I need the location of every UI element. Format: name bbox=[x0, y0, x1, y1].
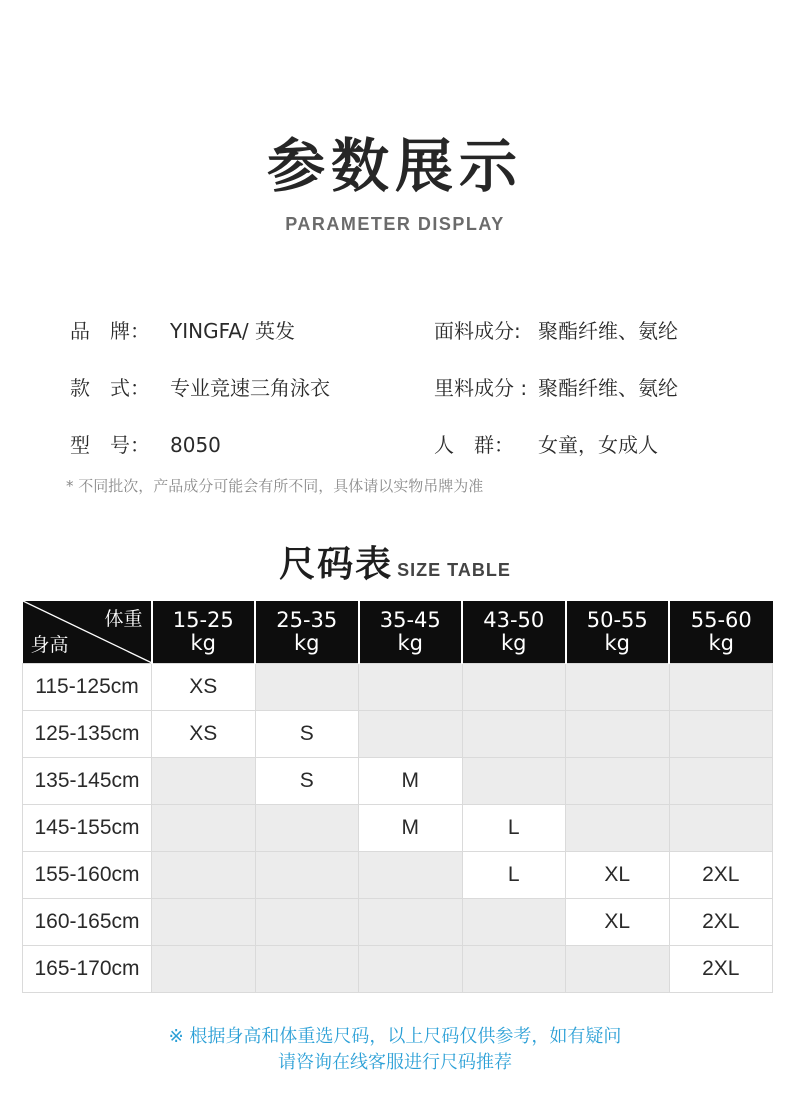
height-cell: 155-160cm bbox=[23, 851, 152, 898]
empty-size-cell bbox=[255, 663, 359, 710]
footer-note-line2: 请咨询在线客服进行尺码推荐 bbox=[278, 1052, 512, 1073]
height-cell: 165-170cm bbox=[23, 945, 152, 992]
empty-size-cell bbox=[566, 757, 670, 804]
empty-size-cell bbox=[566, 945, 670, 992]
empty-size-cell bbox=[152, 757, 256, 804]
weight-range: 43-50 bbox=[483, 607, 545, 632]
size-heading-en: SIZE TABLE bbox=[397, 560, 511, 580]
weight-unit: kg bbox=[501, 630, 527, 655]
size-heading-cn: 尺码表 bbox=[279, 544, 394, 585]
empty-size-cell bbox=[462, 757, 566, 804]
weight-header bbox=[462, 601, 566, 663]
empty-size-cell bbox=[462, 898, 566, 945]
corner-height-label: 身高 bbox=[30, 633, 69, 656]
empty-size-cell bbox=[255, 804, 359, 851]
size-cell: L bbox=[462, 804, 566, 851]
size-cell: M bbox=[359, 757, 463, 804]
height-cell: 125-135cm bbox=[23, 710, 152, 757]
height-cell: 160-165cm bbox=[23, 898, 152, 945]
size-cell: XL bbox=[566, 898, 670, 945]
weight-header bbox=[152, 601, 256, 663]
empty-size-cell bbox=[255, 898, 359, 945]
empty-size-cell bbox=[669, 757, 773, 804]
table-row bbox=[23, 898, 773, 945]
model-label: 型 号： bbox=[70, 433, 150, 457]
empty-size-cell bbox=[669, 663, 773, 710]
param-model bbox=[70, 431, 221, 459]
fabric-label: 面料成分: bbox=[434, 319, 521, 343]
size-cell: S bbox=[255, 757, 359, 804]
weight-unit: kg bbox=[294, 630, 320, 655]
crowd-label: 人 群： bbox=[434, 433, 514, 457]
table-row bbox=[23, 757, 773, 804]
empty-size-cell bbox=[359, 898, 463, 945]
size-cell: 2XL bbox=[669, 945, 773, 992]
empty-size-cell bbox=[359, 851, 463, 898]
empty-size-cell bbox=[462, 945, 566, 992]
param-fabric bbox=[434, 317, 678, 345]
weight-header bbox=[669, 601, 773, 663]
weight-unit: kg bbox=[190, 630, 216, 655]
weight-unit: kg bbox=[708, 630, 734, 655]
size-table bbox=[22, 601, 773, 993]
weight-range: 55-60 bbox=[690, 607, 752, 632]
style-value: 专业竞速三角泳衣 bbox=[170, 376, 330, 400]
brand-value: YINGFA/ 英发 bbox=[170, 319, 296, 343]
table-row bbox=[23, 663, 773, 710]
empty-size-cell bbox=[359, 663, 463, 710]
weight-header bbox=[359, 601, 463, 663]
style-label: 款 式： bbox=[70, 376, 150, 400]
brand-label: 品 牌： bbox=[70, 319, 150, 343]
weight-range: 50-55 bbox=[586, 607, 648, 632]
size-cell: 2XL bbox=[669, 898, 773, 945]
batch-note: * 不同批次，产品成分可能会有所不同，具体请以实物吊牌为准 bbox=[66, 477, 484, 495]
page-subtitle: PARAMETER DISPLAY bbox=[285, 214, 505, 234]
empty-size-cell bbox=[669, 710, 773, 757]
table-row bbox=[23, 945, 773, 992]
param-lining bbox=[434, 374, 678, 402]
weight-header bbox=[255, 601, 359, 663]
table-row bbox=[23, 851, 773, 898]
empty-size-cell bbox=[566, 710, 670, 757]
height-cell: 145-155cm bbox=[23, 804, 152, 851]
size-cell: M bbox=[359, 804, 463, 851]
weight-unit: kg bbox=[604, 630, 630, 655]
empty-size-cell bbox=[255, 851, 359, 898]
page-title: 参数展示 bbox=[266, 132, 523, 200]
param-brand bbox=[70, 317, 295, 345]
empty-size-cell bbox=[462, 663, 566, 710]
table-row bbox=[23, 804, 773, 851]
weight-range: 25-35 bbox=[276, 607, 338, 632]
weight-range: 35-45 bbox=[379, 607, 441, 632]
table-row bbox=[23, 710, 773, 757]
lining-label: 里料成分 : bbox=[434, 376, 528, 400]
corner-weight-label: 体重 bbox=[104, 608, 143, 630]
empty-size-cell bbox=[359, 945, 463, 992]
size-cell: S bbox=[255, 710, 359, 757]
empty-size-cell bbox=[566, 663, 670, 710]
empty-size-cell bbox=[669, 804, 773, 851]
crowd-value: 女童，女成人 bbox=[538, 433, 658, 457]
lining-value: 聚酯纤维、氨纶 bbox=[538, 376, 678, 400]
size-cell: XS bbox=[152, 663, 256, 710]
empty-size-cell bbox=[152, 851, 256, 898]
size-table-body bbox=[23, 663, 773, 992]
model-value: 8050 bbox=[170, 433, 221, 457]
empty-size-cell bbox=[255, 945, 359, 992]
height-cell: 115-125cm bbox=[23, 663, 152, 710]
empty-size-cell bbox=[152, 898, 256, 945]
size-table-heading bbox=[0, 536, 790, 587]
empty-size-cell bbox=[462, 710, 566, 757]
weight-range: 15-25 bbox=[172, 607, 234, 632]
empty-size-cell bbox=[152, 804, 256, 851]
size-table-header-row bbox=[23, 601, 773, 663]
size-cell: XL bbox=[566, 851, 670, 898]
size-cell: L bbox=[462, 851, 566, 898]
corner-cell bbox=[23, 601, 152, 663]
empty-size-cell bbox=[152, 945, 256, 992]
empty-size-cell bbox=[566, 804, 670, 851]
size-cell: 2XL bbox=[669, 851, 773, 898]
fabric-value: 聚酯纤维、氨纶 bbox=[538, 319, 678, 343]
size-cell: XS bbox=[152, 710, 256, 757]
param-crowd bbox=[434, 431, 658, 459]
empty-size-cell bbox=[359, 710, 463, 757]
param-style bbox=[70, 374, 330, 402]
weight-header bbox=[566, 601, 670, 663]
weight-unit: kg bbox=[397, 630, 423, 655]
footer-note-line1: ※ 根据身高和体重选尺码，以上尺码仅供参考，如有疑问 bbox=[168, 1026, 622, 1047]
height-cell: 135-145cm bbox=[23, 757, 152, 804]
